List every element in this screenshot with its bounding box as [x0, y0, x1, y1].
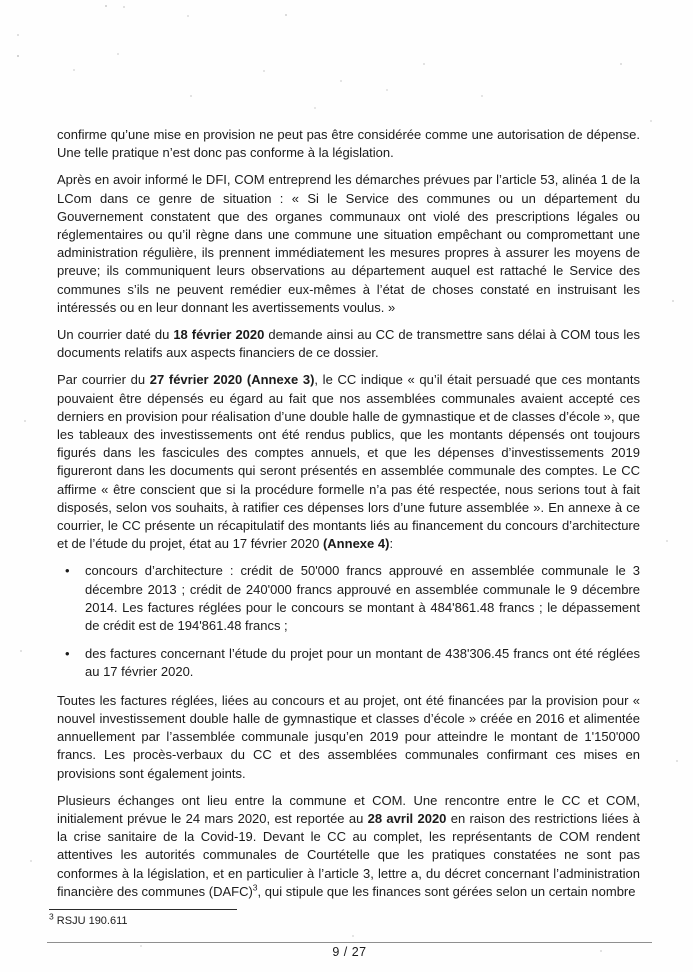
- page-footer: [47, 942, 652, 961]
- paragraph: Un courrier daté du 18 février 2020 demande ainsi au CC de transmettre sans délai à COM tous les documents relatifs aux aspects financiers de ce dossier.: [57, 327, 640, 361]
- paragraph: Après en avoir informé le DFI, COM entreprend les démarches prévues par l’article 53, alinéa 1 de la LCom dans ce genre de situation : « Si le Service des communes ou un département du Gouvernement constatent que des organes communaux ont violé des prescriptions légales ou réglementaires ou qu’il règne dans une commune une situation empêchant ou compromettant une administration régulière, ils prennent immédiatement les mesures propres à assurer les moyens de preuve; ils communiquent leurs observations au département auquel est rattaché le Service des communes s’ils ne peuvent remédier eux-mêmes à l’état de choses constaté en instruisant les intéressés ou en leur donnant les avertissements voulus. »: [57, 172, 640, 315]
- footnote-text: RSJU 190.611: [53, 915, 128, 927]
- bullet-item: • concours d’architecture : crédit de 50'000 francs approuvé en assemblée communale le 3 décembre 2013 ; crédit de 240'000 francs approuvé en assemblée communale le 9 décembre 2014. Les factures réglées pour le concours se montant à 484'861.48 francs ; le dépassement de crédit est de 194'861.48 francs ;: [65, 563, 640, 634]
- bullet-icon: •: [65, 646, 70, 662]
- footnote: [49, 911, 237, 927]
- footnote-area: [49, 909, 237, 927]
- paragraph: Plusieurs échanges ont lieu entre la commune et COM. Une rencontre entre le CC et COM, initialement prévue le 24 mars 2020, est reportée au 28 avril 2020 en raison des restrictions liées à la crise sanitaire de la Covid-19. Devant le CC au complet, les représentants de COM rendent attentives les autorités communales de Courtételle que les pratiques constatées ne sont pas conformes à la législation, et en particulier à l’article 3, lettre a, du décret concernant l’administration financière des communes (DAFC)$^3$, qui stipule que les finances sont gérées selon un certain nombre: [57, 792, 641, 899]
- paragraph: confirme qu’une mise en provision ne peut pas être considérée comme une autorisation de dépense. Une telle pratique n’est donc pas conforme à la législation.: [57, 127, 640, 161]
- paragraph: Par courrier du 27 février 2020 (Annexe 3), le CC indique « qu’il était persuadé que ces montants pouvaient être dépensés eu égard au fait que nos assemblées communales avaient accepté ces derniers en provision pour réalisation d’une double halle de gymnastique et de classes d’école », que les tableaux des investissements ont été rendus publics, que les montants dépensés ont toujours figurés dans les fascicules des comptes annuels, et que les dépenses d’investissements 2019 figureront dans les documents qui seront présentés en assemblée communale des comptes. Le CC affirme « être conscient que si la procédure formelle n’a pas été respectée, nous serions tout à fait disposés, selon vos souhaits, à ratifier ces dépenses lors d’une future assemblée ». En annexe à ce courrier, le CC présente un récapitulatif des montants liés au financement du concours d’architecture et de l’étude du projet, état au 17 février 2020 (Annexe 4):: [57, 372, 640, 552]
- document-body: [57, 126, 640, 910]
- page-number: 9 / 27: [332, 945, 367, 959]
- footnote-separator: [49, 909, 237, 910]
- bullet-icon: •: [65, 563, 70, 579]
- bullet-item: • des factures concernant l’étude du projet pour un montant de 438'306.45 francs ont été réglées au 17 février 2020.: [65, 646, 640, 680]
- scan-noise: [0, 0, 2, 2]
- paragraph: Toutes les factures réglées, liées au concours et au projet, ont été financées par la provision pour « nouvel investissement double halle de gymnastique et classes d’école » créée en 2016 et alimentée annuellement par l’assemblée communale jusqu’en 2019 pour atteindre le montant de 1'150'000 francs. Les procès-verbaux du CC et des assemblées communales confirmant ces mises en provisions sont également joints.: [57, 692, 640, 781]
- footnote-marker: 3: [49, 911, 54, 922]
